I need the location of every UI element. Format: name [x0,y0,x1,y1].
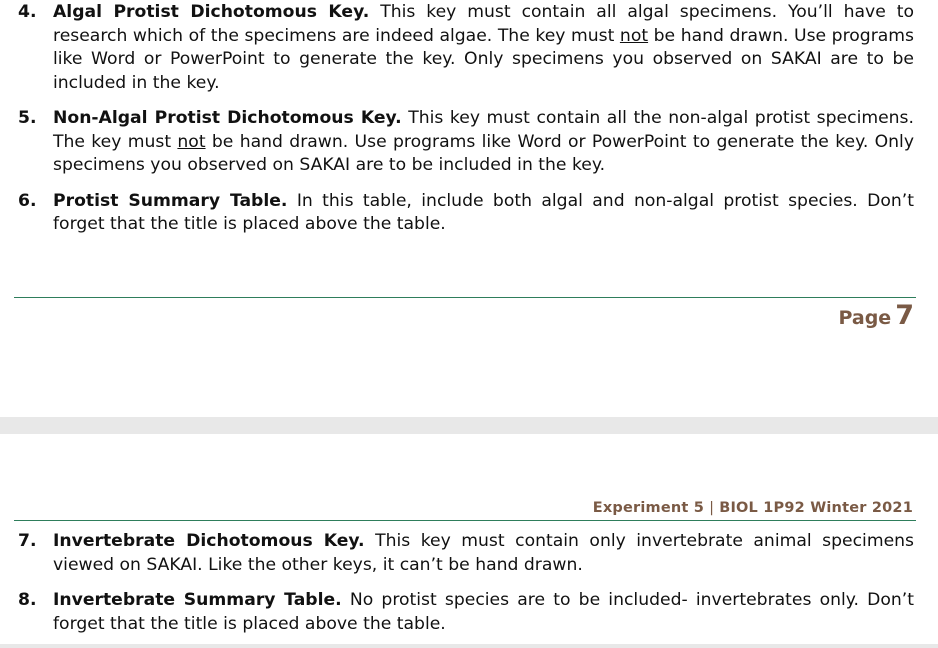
page-number: 7 [895,300,914,331]
item-title: Non-Algal Protist Dichotomous Key. [53,108,402,128]
header-rule [14,520,916,521]
item-title: Protist Summary Table. [53,190,288,211]
item-text: be hand drawn. Use programs like Word or PowerPoint to generate the key. Only specimens you observed on SAKAI are to be included in the key. [53,25,914,93]
list-item-7 [18,530,914,577]
item-number: 4. [18,2,37,22]
item-number: 7. [18,531,37,551]
item-text: This key must contain all the non-algal protist specimens. The key must [53,108,914,152]
item-emphasis: not [619,25,649,46]
header-experiment: Experiment 5 [592,500,705,516]
item-emphasis: not [177,131,206,152]
item-text: This key must contain all algal specimens. You’ll have to research which of the specimens are indeed algae. The key must [53,2,914,46]
item-text: In this table, include both algal and non-algal protist species. Don’t forget that the title is placed above the table. [53,190,914,234]
item-number: 6. [18,190,37,211]
item-title: Algal Protist Dichotomous Key. [53,2,370,22]
document-page-8 [0,434,938,644]
item-text: This key must contain only invertebrate animal specimens viewed on SAKAI. Like the other keys, it can’t be hand drawn. [53,531,914,575]
footer-rule [14,297,916,298]
list-item-4 [18,1,914,95]
page-number-footer [838,300,914,331]
list-item-6 [18,190,914,237]
item-number: 8. [18,590,37,610]
list-item-8 [18,589,914,636]
running-header [593,500,913,516]
instruction-list-page-7 [18,1,914,249]
item-text: be hand drawn. Use programs like Word or PowerPoint to generate the key. Only specimens you observed on SAKAI are to be included in the key. [53,131,914,175]
list-item-5 [18,107,914,178]
instruction-list-page-8 [18,530,914,648]
item-text: No protist species are to be included- invertebrates only. Don’t forget that the title is placed above the table. [53,590,914,634]
item-title: Invertebrate Summary Table. [53,590,342,610]
header-course: BIOL 1P92 Winter 2021 [719,500,913,516]
page-label: Page [838,307,892,329]
item-number: 5. [18,108,37,128]
item-title: Invertebrate Dichotomous Key. [53,531,365,551]
header-separator: | [709,500,715,516]
